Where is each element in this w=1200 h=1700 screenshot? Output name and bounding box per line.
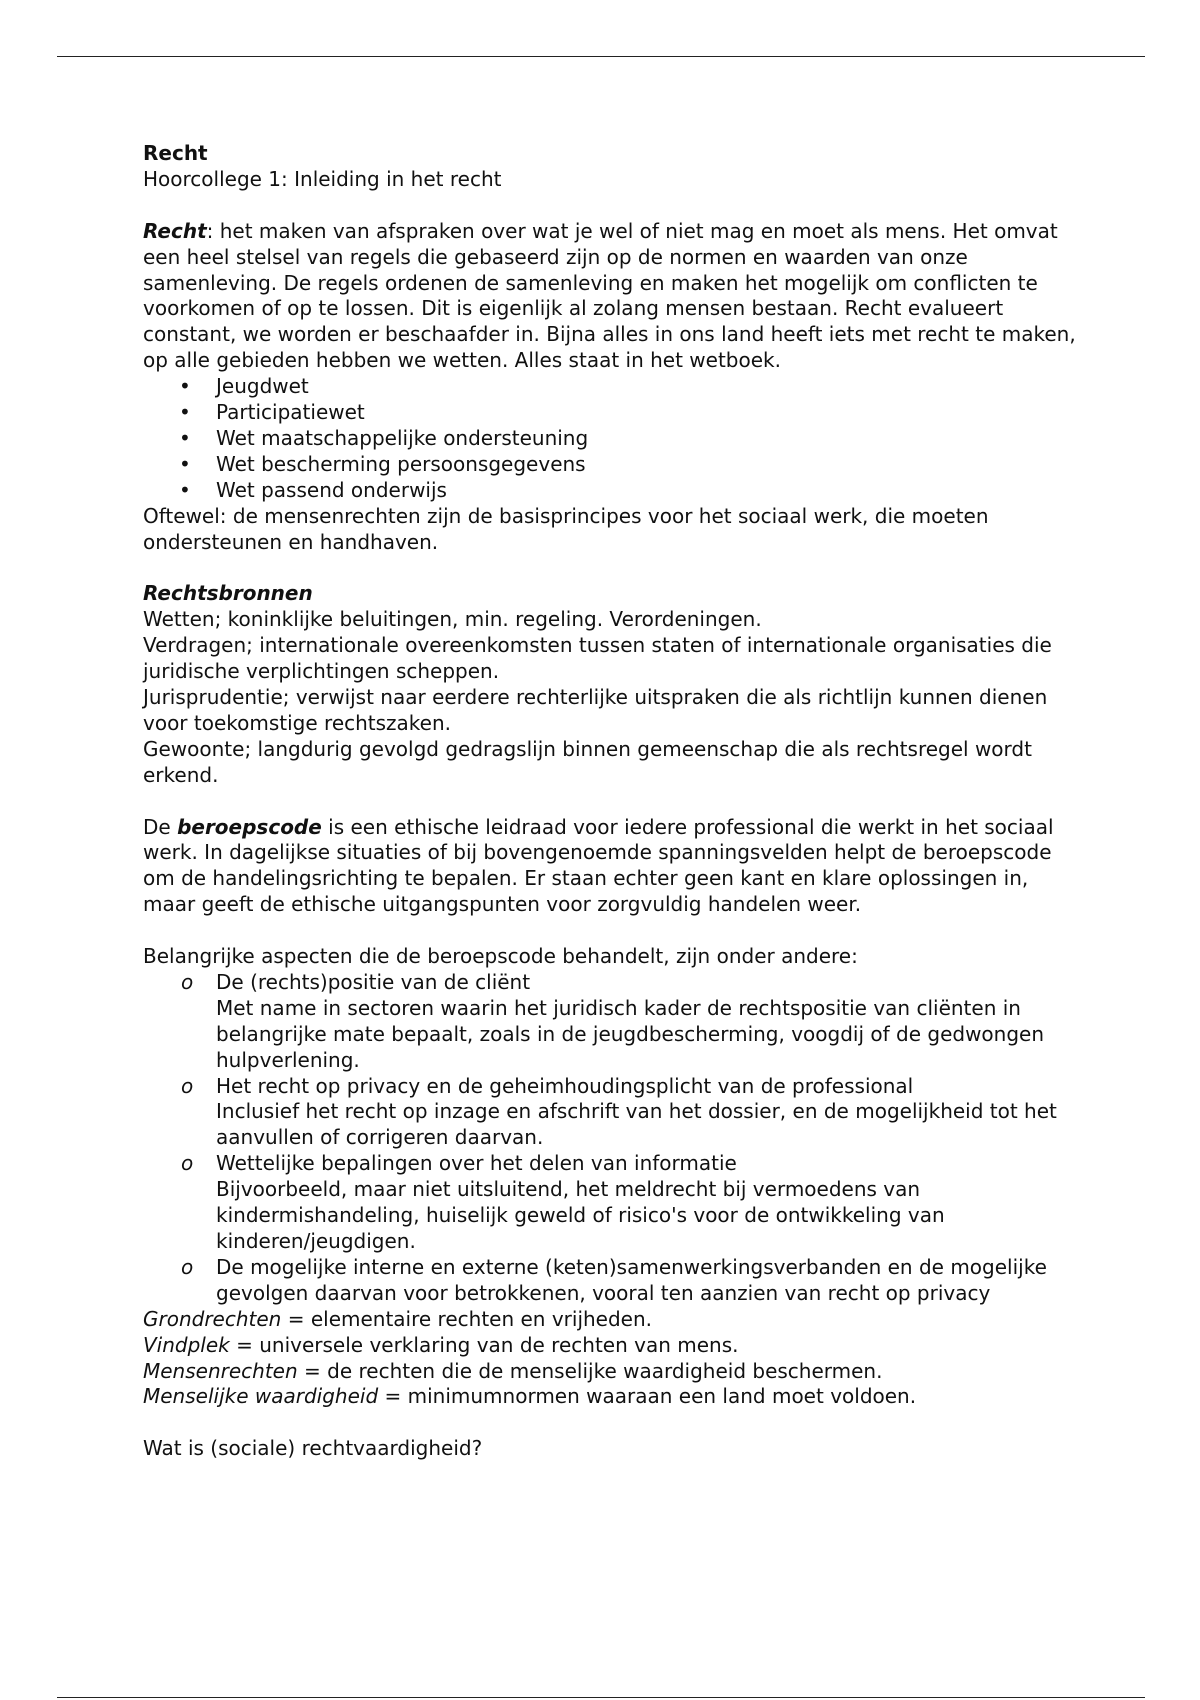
document-body xyxy=(143,141,1083,1462)
definition-line: Mensenrechten = de rechten die de menselijke waardigheid beschermen. xyxy=(143,1358,883,1383)
recht-text: : het maken van afspraken over wat je wel of niet mag en moet als mens. Het omvat een heel stelsel van regels die gebaseerd zijn op de normen en waarden van onze samenleving. De regels ordenen de samenleving en maken het mogelijk om conflicten te voorkomen of op te lossen. Dit is eigenlijk al zolang mensen bestaan. Recht evalueert constant, we worden er beschaafder in. Bijna alles in ons land heeft iets met recht te maken, op alle gebieden hebben we wetten. Alles staat in het wetboek. xyxy=(143,218,1076,373)
list-item xyxy=(143,970,1083,1074)
recht-term: Recht xyxy=(143,218,207,243)
laws-list xyxy=(143,374,1083,504)
bronnen-line: Wetten; koninklijke beluitingen, min. regeling. Verordeningen. xyxy=(143,607,762,632)
aspect-title: Het recht op privacy en de geheimhoudingsplicht van de professional xyxy=(216,1073,914,1098)
aspects-intro: Belangrijke aspecten die de beroepscode behandelt, zijn onder andere: xyxy=(143,944,858,969)
list-item: • Wet passend onderwijs xyxy=(143,478,1083,504)
list-item: • Participatiewet xyxy=(143,400,1083,426)
top-rule xyxy=(57,56,1145,57)
aspect-title: De mogelijke interne en externe (keten)samenwerkingsverbanden en de mogelijke gevolgen daarvan voor betrokkenen, vooral ten aanzien van recht op privacy xyxy=(216,1254,1047,1305)
closing-question: Wat is (sociale) rechtvaardigheid? xyxy=(143,1436,483,1461)
list-item xyxy=(143,1151,1083,1255)
list-item: • Jeugdwet xyxy=(143,374,1083,400)
circle-bullet-icon: o xyxy=(181,1254,194,1279)
definition-line: Vindplek = universele verklaring van de rechten van mens. xyxy=(143,1332,739,1357)
bronnen-heading: Rechtsbronnen xyxy=(143,581,313,606)
bronnen-line: Jurisprudentie; verwijst naar eerdere rechterlijke uitspraken die als richtlijn kunnen dienen voor toekomstige rechtszaken. xyxy=(143,685,1048,735)
aspect-title: De (rechts)positie van de cliënt xyxy=(216,969,531,994)
definition-line: Grondrechten = elementaire rechten en vrijheden. xyxy=(143,1306,653,1331)
aspect-title: Wettelijke bepalingen over het delen van informatie xyxy=(216,1151,737,1176)
aspect-detail: Met name in sectoren waarin het juridisch kader de rechtspositie van cliënten in belangrijke mate bepaalt, zoals in de jeugdbescherming, voogdij of de gedwongen hulpverlening. xyxy=(216,995,1045,1072)
circle-bullet-icon: o xyxy=(181,1073,194,1098)
bronnen-line: Verdragen; internationale overeenkomsten tussen staten of internationale organisaties die juridische verplichtingen scheppen. xyxy=(143,633,1052,684)
list-item xyxy=(143,1074,1083,1152)
aspect-detail: Inclusief het recht op inzage en afschrift van het dossier, en de mogelijkheid tot het aanvullen of corrigeren daarvan. xyxy=(216,1099,1057,1150)
list-item xyxy=(143,1255,1083,1307)
doc-title: Recht xyxy=(143,141,208,165)
beroepscode-term: beroepscode xyxy=(177,814,322,839)
list-item: • Wet bescherming persoonsgegevens xyxy=(143,452,1083,478)
definition-line: Menselijke waardigheid = minimumnormen waaraan een land moet voldoen. xyxy=(143,1384,917,1409)
bronnen-line: Gewoonte; langdurig gevolgd gedragslijn binnen gemeenschap die als rechtsregel wordt erkend. xyxy=(143,736,1032,787)
bottom-rule xyxy=(57,1697,1145,1698)
oftewel-paragraph: Oftewel: de mensenrechten zijn de basisprincipes voor het sociaal werk, die moeten ondersteunen en handhaven. xyxy=(143,503,989,554)
recht-paragraph xyxy=(143,219,1083,374)
aspect-detail: Bijvoorbeeld, maar niet uitsluitend, het meldrecht bij vermoedens van kindermishandeling, huiselijk geweld of risico's voor de ontwikkeling van kinderen/jeugdigen. xyxy=(216,1177,945,1253)
beroepscode-paragraph: De beroepscode is een ethische leidraad voor iedere professional die werkt in het sociaal werk. In dagelijkse situaties of bij bovengenoemde spanningsvelden helpt de beroepscode om de handelingsrichting te bepalen. Er staan echter geen kant en klare oplossingen in, maar geeft de ethische uitgangspunten voor zorgvuldig handelen weer. xyxy=(143,814,1054,917)
circle-bullet-icon: o xyxy=(181,969,194,994)
circle-bullet-icon: o xyxy=(181,1151,194,1176)
aspects-list xyxy=(143,970,1083,1307)
list-item: • Wet maatschappelijke ondersteuning xyxy=(143,426,1083,452)
doc-subtitle: Hoorcollege 1: Inleiding in het recht xyxy=(143,166,502,191)
